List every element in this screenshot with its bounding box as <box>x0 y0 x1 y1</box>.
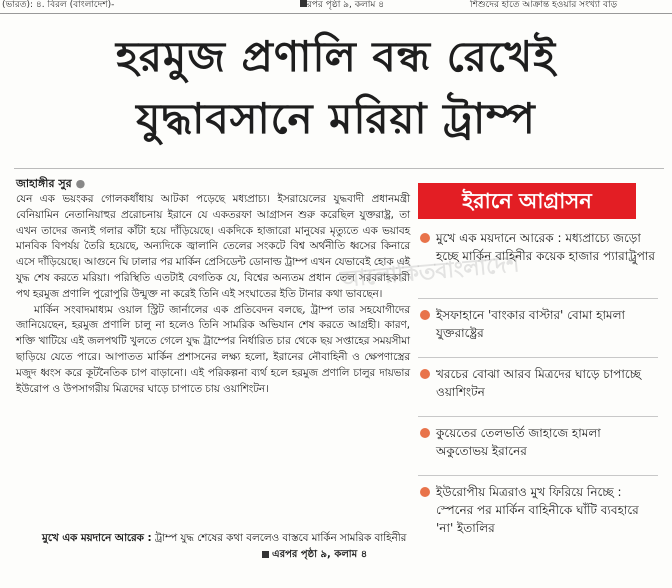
continued-jump[interactable] <box>262 547 367 564</box>
article-paragraph-1: যেন এক ভয়ংকর গোলকধাঁধায় আটকা পড়েছে মধ্যপ্রাচ্য। ইসরায়েলের যুদ্ধবাদী প্রধানমন্ত্রী বেনিয়ামিন নেতানিয়াহুর প্ররোচনায় ইরানে যে একতরফা আগ্রাসন শুরু করেছিল যুক্তরাষ্ট্র, তা এখন তাদের জন্যই গলার কাঁটা হয়ে দাঁড়িয়েছে। একদিকে হাজারো মানুষের মৃত্যুতে এক ভয়াবহ মানবিক বিপর্যয় তৈরি হয়েছে, অন্যদিকে জ্বালানি তেলের সংকটে বিশ্ব অর্থনীতি ধ্বসের কিনারে এসে দাঁড়িয়েছে। আগুনে ঘি ঢালার পর মার্কিন প্রেসিডেন্ট ডোনাল্ড ট্রাম্প এখন যেভাবেই হোক এই যুদ্ধ শেষ করতে মরিয়া। পরিস্থিতি এতটাই বেগতিক যে, বিশ্বের অন্যতম প্রধান তেল সরবরাহকারী পথ হরমুজ প্রণালি পুরোপুরি উন্মুক্ত না করেই তিনি এই সংঘাতের ইতি টানার কথা ভাবছেন। <box>16 193 410 300</box>
top-strip-right: শিশুদের হাতে আক্রান্ত হওয়ার সংখ্যা বাড় <box>470 0 617 10</box>
sidebar-item-text: ইউরোপীয় মিত্ররাও মুখ ফিরিয়ে নিচ্ছে : স্পেনের পর মার্কিন বাহিনীকে ঘাঁটি ব্যবহারে 'না' ইতালির <box>436 485 639 535</box>
bullet-icon <box>420 428 430 438</box>
sidebar-divider <box>418 475 658 476</box>
headline-line-1: হরমুজ প্রণালি বন্ধ রেখেই <box>115 32 557 81</box>
subarticle-text: ট্রাম্প যুদ্ধ শেষের কথা বললেও বাস্তবে মার্কিন সামরিক বাহিনীর <box>154 532 407 544</box>
sidebar-header: ইরানে আগ্রাসন <box>418 183 636 219</box>
sidebar-item-text: ইসফাহানে 'বাংকার বাস্টার' বোমা হামলা যুক্তরাষ্ট্রের <box>436 308 626 340</box>
bullet-icon <box>420 310 430 320</box>
square-icon <box>262 551 269 558</box>
subarticle <box>42 531 408 547</box>
sidebar-item-text: খরচের বোঝা আরব মিত্রদের ঘাড়ে চাপাচ্ছে ওয়াশিংটন <box>436 367 642 399</box>
top-strip-left: (ভারত): ৪. বিরল (বাংলাদেশ)- <box>2 0 115 10</box>
headline <box>0 26 672 150</box>
byline-dot-icon: ● <box>75 177 86 190</box>
top-divider <box>0 13 672 14</box>
sidebar-item[interactable] <box>420 483 656 537</box>
bullet-icon <box>420 487 430 497</box>
article-paragraph-2: মার্কিন সংবাদমাধ্যম ওয়াল স্ট্রিট জার্নালের এক প্রতিবেদন বলছে, ট্রাম্প তার সহযোগীদের জানিয়েছেন, হরমুজ প্রণালি চালু না হলেও তিনি সামরিক অভিযান শেষ করতে আগ্রহী। কারণ, শক্তি খাটিয়ে এই জলপথটি খুলতে গেলে যুদ্ধ ট্রাম্পের নির্ধারিত চার থেকে ছয় সপ্তাহের সময়সীমা ছাড়িয়ে যেতে পারে। আপাতত মার্কিন প্রশাসনের লক্ষ্য হলো, ইরানের নৌবাহিনী ও ক্ষেপণাস্ত্রের মজুদ ধ্বংস করে কূটনৈতিক চাপ বাড়ানো। এই পরিকল্পনা ব্যর্থ হলে হরমুজ প্রণালি চালুর দায়ভার ইউরোপ ও উপসাগরীয় মিত্রদের ঘাড়ে চাপাতে চায় ওয়াশিংটন। <box>16 303 410 395</box>
headline-line-2: যুদ্ধাবসানে মরিয়া ট্রাম্প <box>136 94 536 143</box>
sidebar-divider <box>418 298 658 299</box>
sidebar-item-text: মুখে এক ময়দানে আরেক : মধ্যপ্রাচ্যে জড়ো হচ্ছে মার্কিন বাহিনীর কয়েক হাজার প্যারাট্রুপার <box>436 231 656 263</box>
continued-jump-label: এরপর পৃষ্ঠা ৯, কলাম ৪ <box>272 549 368 560</box>
watermark: আলোকিতবাংলাদেশ <box>339 252 521 293</box>
sidebar-divider <box>418 416 658 417</box>
bullet-icon <box>420 233 430 243</box>
author-name: জাহাঙ্গীর সুর <box>16 177 72 190</box>
subarticle-heading: মুখে এক ময়দানে আরেক : <box>42 532 152 544</box>
sidebar-item[interactable] <box>420 365 656 401</box>
headline-rule <box>14 168 664 169</box>
sidebar-divider <box>418 357 658 358</box>
bullet-icon <box>420 369 430 379</box>
top-strip <box>0 0 672 14</box>
sidebar-item[interactable] <box>420 306 656 342</box>
sidebar-item[interactable] <box>420 229 656 265</box>
sidebar-item[interactable] <box>420 424 656 460</box>
sidebar-item-text: কুয়েতের তেলভর্তি জাহাজে হামলা অকুতোভয় ইরানের <box>436 426 601 458</box>
top-strip-jump-label: এরপর পৃষ্ঠা ৯, কলাম ৪ <box>300 0 385 10</box>
